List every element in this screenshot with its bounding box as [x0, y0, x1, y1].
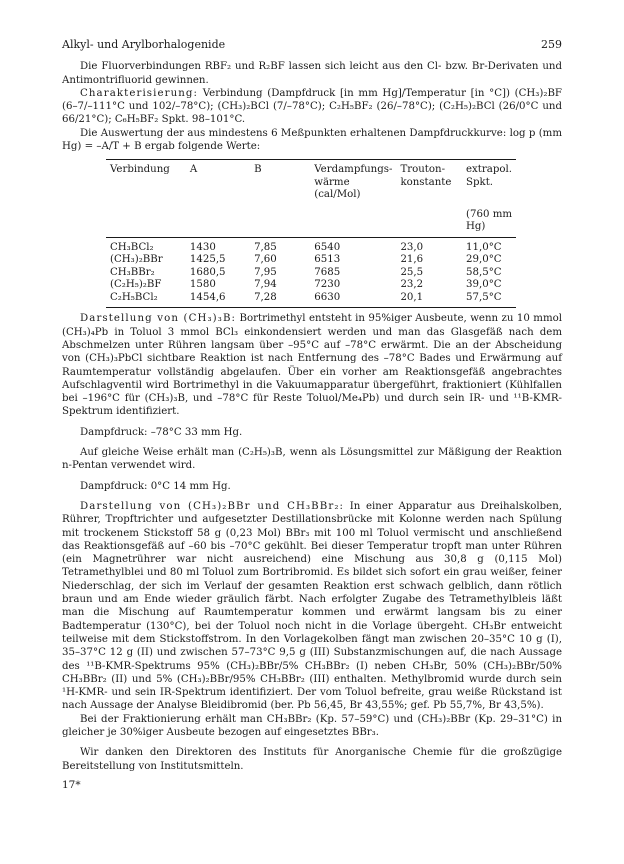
table-body — [106, 237, 516, 308]
table-cell: C₂H₅BCl₂ — [106, 292, 186, 308]
table-cell: CH₃BBr₂ — [110, 266, 155, 278]
table-cell: 7,60 — [254, 254, 277, 266]
table-row — [106, 292, 516, 308]
fraktionierung-paragraph: Bei der Fraktionierung erhält man CH₃BBr₂ (Kp. 57–59°C) und (CH₃)₂BBr (Kp. 29–31°C) in gleicher je 30%iger Ausbeute bezogen auf eingesetztes BBr₃. — [62, 713, 562, 738]
darstellung-methylborbromide-paragraph — [62, 500, 562, 713]
charakterisierung-text: Verbindung (Dampfdruck [in mm Hg]/Temperatur [in °C]) (CH₃)₂BF (6–7/–111°C und 102/–78°C); (CH₃)₂BCl (7/–78°C); C₂H₅BF₂ (26/–78°C); (C₂H₅)₂BCl (26/0°C und 66/21°C); C₆H₅BF₂ Spkt. 98–101°C. — [62, 87, 562, 126]
table-cell: 11,0°C — [466, 241, 502, 253]
table-row — [106, 279, 516, 292]
table-row — [106, 267, 516, 280]
table-cell: 57,5°C — [462, 292, 516, 308]
charakterisierung-label: Charakterisierung: — [80, 87, 199, 99]
table-cell: 23,2 — [400, 279, 424, 291]
intro-paragraph: Die Fluorverbindungen RBF₂ und R₂BF lassen sich leicht aus den Cl- bzw. Br-Derivaten und Antimontrifluorid gewinnen. — [62, 61, 562, 86]
darstellung-text: In einer Apparatur aus Dreihalskolben, Rührer, Tropftrichter und aufgesetzter Destillationsbrücke mit Kolonne werden nach Spülung mit trockenem Stickstoff 58 g (0,23 Mol) BBr₃ mit 100 ml Toluol vermischt und anschließend das Reaktionsgefäß auf –60 bis –70°C gekühlt. Bei dieser Temperatur tropft man unter Rühren (ein Magnetrührer war nicht ausreichend) eine Mischung aus 30,8 g (0,115 Mol) Tetramethylblei und 80 ml Toluol zum Bortribromid. Es bildet sich sofort ein grau weißer, feiner Niederschlag, der sich im Verlauf der gesamten Reaktion erst schwach gelblich, dann rötlich braun und am Ende wieder gräulich färbt. Nach erfolgter Zugabe des Tetramethylbleis läßt man die Mischung auf Raumtemperatur kommen und erwärmt langsam bis zu einer Badtemperatur (130°C), bei der Toluol noch nicht in die Vorlage übergeht. CH₃Br entweicht teilweise mit dem Stickstoffstrom. In den Vorlagekolben fängt man zwischen 20–35°C 10 g (I), 35–37°C 12 g (II) und zwischen 57–73°C 9,5 g (III) Substanzmischungen auf, die nach Aussage des ¹¹B-KMR-Spektrums 95% (CH₃)₂BBr/5% CH₃BBr₂ (I) neben CH₃Br, 50% (CH₃)₂BBr/50% CH₃BBr₂ (II) und 5% (CH₃)₂BBr/95% CH₃BBr₂ (III) enthalten. Methylbromid wurde durch sein ¹H-KMR- und sein IR-Spektrum identifiziert. Der vom Toluol befreite, grau weiße Rückstand ist nach Aussage der Analyse Bleidibromid (ber. Pb 56,45, Br 43,55%; gef. Pb 55,7%, Br 43,5%). — [62, 500, 562, 712]
table-cell: 6540 — [314, 241, 341, 253]
table-header-row — [106, 160, 516, 203]
table-unit-row — [106, 203, 516, 238]
charakterisierung-paragraph — [62, 87, 562, 127]
column-header: B — [250, 160, 310, 203]
column-header: Verbindung — [106, 160, 186, 203]
unit-label: (760 mm Hg) — [462, 203, 516, 238]
table-cell: 29,0°C — [466, 254, 502, 266]
table-cell: 58,5°C — [466, 266, 502, 278]
table-cell: 7230 — [314, 279, 341, 291]
column-header: Trouton-konstante — [396, 160, 462, 203]
table-cell: 39,0°C — [466, 279, 502, 291]
dampfdruck-line: Dampfdruck: –78°C 33 mm Hg. — [80, 426, 243, 438]
table-cell: 6513 — [314, 254, 341, 266]
table-cell: 1454,6 — [186, 292, 250, 308]
table-cell: 1430 — [189, 241, 216, 253]
darstellung-label: Darstellung von (CH₃)₂BBr und CH₃BBr₂: — [80, 500, 345, 512]
table-cell: 7,95 — [254, 266, 277, 278]
table-cell: 21,6 — [400, 254, 424, 266]
table-cell: 23,0 — [400, 241, 424, 253]
table-cell: 7,94 — [254, 279, 277, 291]
darstellung-label: Darstellung von (CH₃)₃B: — [80, 313, 237, 325]
darstellung-text: Bortrimethyl entsteht in 95%iger Ausbeute, wenn zu 10 mmol (CH₃)₄Pb in Toluol 3 mmol BCl₃ einkondensiert werden und man das Glasgefäß nach dem Abschmelzen unter Rühren langsam über –95°C auf –78°C erwärmt. Die an der Abscheidung von (CH₃)₃PbCl sichtbare Reaktion ist nach Entfernung des –78°C Bades und Erwärmung auf Raumtemperatur vollständig abgelaufen. Über ein vorher am Reaktionsgefäß angebrachtes Aufschlagventil wird Bortrimethyl in die Vakuumapparatur übergeführt, fraktioniert (Kühlfallen bei –196°C für (CH₃)₃B, und –78°C für Reste Toluol/Me₄Pb) und durch sein IR- und ¹¹B-KMR-Spektrum identifiziert. — [62, 313, 562, 418]
page-number: 259 — [541, 38, 562, 51]
column-header: extrapol. Spkt. — [462, 160, 516, 203]
table-cell: 1580 — [189, 279, 216, 291]
signature-mark: 17* — [62, 778, 81, 791]
table-cell: 7,85 — [254, 241, 277, 253]
column-header: A — [186, 160, 250, 203]
table-cell: 20,1 — [396, 292, 462, 308]
dampfdruck-line: Dampfdruck: 0°C 14 mm Hg. — [80, 480, 231, 492]
auswertung-paragraph: Die Auswertung der aus mindestens 6 Meßpunkten erhaltenen Dampfdruckkurve: log p (mm Hg) = –A/T + B ergab folgende Werte: — [62, 127, 562, 153]
table-cell: 7685 — [314, 266, 341, 278]
table-row — [106, 254, 516, 267]
vapor-pressure-table — [106, 159, 516, 308]
table-row — [106, 237, 516, 254]
table-cell: 1680,5 — [189, 266, 226, 278]
document-page — [62, 38, 562, 792]
running-header — [62, 38, 562, 51]
table-cell: (C₂H₅)₂BF — [110, 279, 162, 291]
table-cell: 6630 — [310, 292, 396, 308]
darstellung-trimethylbor-paragraph — [62, 312, 562, 418]
acknowledgement-paragraph: Wir danken den Direktoren des Instituts für Anorganische Chemie für die großzügige Bereitstellung von Institutsmitteln. — [62, 747, 562, 772]
table-cell: 7,28 — [250, 292, 310, 308]
column-header: Verdampfungs-wärme (cal/Mol) — [310, 160, 396, 203]
table-cell: CH₃BCl₂ — [110, 241, 154, 253]
table-cell: 25,5 — [400, 266, 424, 278]
triethylbor-paragraph: Auf gleiche Weise erhält man (C₂H₅)₃B, wenn als Lösungsmittel zur Mäßigung der Reaktion n-Pentan verwendet wird. — [62, 447, 562, 472]
table-cell: 1425,5 — [189, 254, 226, 266]
table-cell: (CH₃)₂BBr — [110, 254, 163, 266]
running-title: Alkyl- und Arylborhalogenide — [62, 38, 226, 51]
